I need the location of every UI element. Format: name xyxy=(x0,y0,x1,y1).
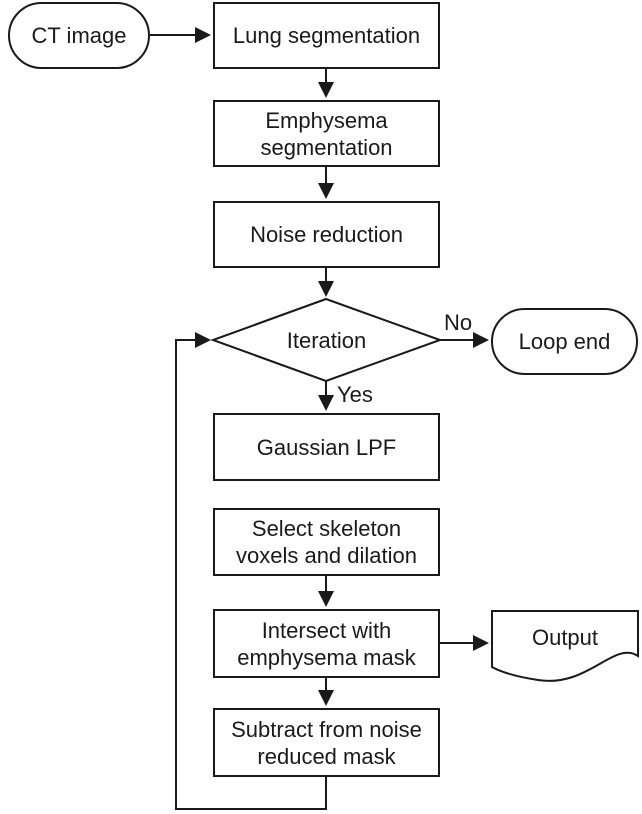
edge-label-no: No xyxy=(444,310,473,335)
node-ct-image xyxy=(8,2,150,69)
node-subtract xyxy=(213,708,440,777)
node-intersect xyxy=(213,609,440,678)
node-intersect-label-line1: Intersect with xyxy=(261,617,392,643)
node-gaussian-lpf xyxy=(213,413,440,481)
edge-label-yes: Yes xyxy=(337,382,373,407)
node-iteration-label: Iteration xyxy=(286,327,367,353)
node-emphysema-segmentation-label-line1: Emphysema xyxy=(265,107,388,133)
node-output-label: Output xyxy=(531,624,599,650)
node-ct-image-label: CT image xyxy=(31,23,127,48)
node-emphysema-segmentation xyxy=(213,100,440,167)
node-gaussian-lpf-label: Gaussian LPF xyxy=(256,434,397,460)
node-emphysema-segmentation-label-line2: segmentation xyxy=(260,134,393,160)
node-select-skeleton-label-line2: voxels and dilation xyxy=(235,543,417,568)
node-intersect-label-line2: emphysema mask xyxy=(237,644,416,670)
node-noise-reduction xyxy=(213,201,440,268)
node-subtract-label-line1: Subtract from noise xyxy=(231,716,422,742)
node-loop-end xyxy=(491,308,638,375)
node-lung-segmentation xyxy=(213,2,440,69)
node-subtract-label-line2: reduced mask xyxy=(257,743,396,769)
node-select-skeleton-label-line1: Select skeleton xyxy=(251,516,402,541)
node-loop-end-label: Loop end xyxy=(518,329,611,354)
node-select-skeleton xyxy=(213,508,440,576)
node-lung-segmentation-label: Lung segmentation xyxy=(232,23,421,48)
node-noise-reduction-label: Noise reduction xyxy=(250,222,403,247)
